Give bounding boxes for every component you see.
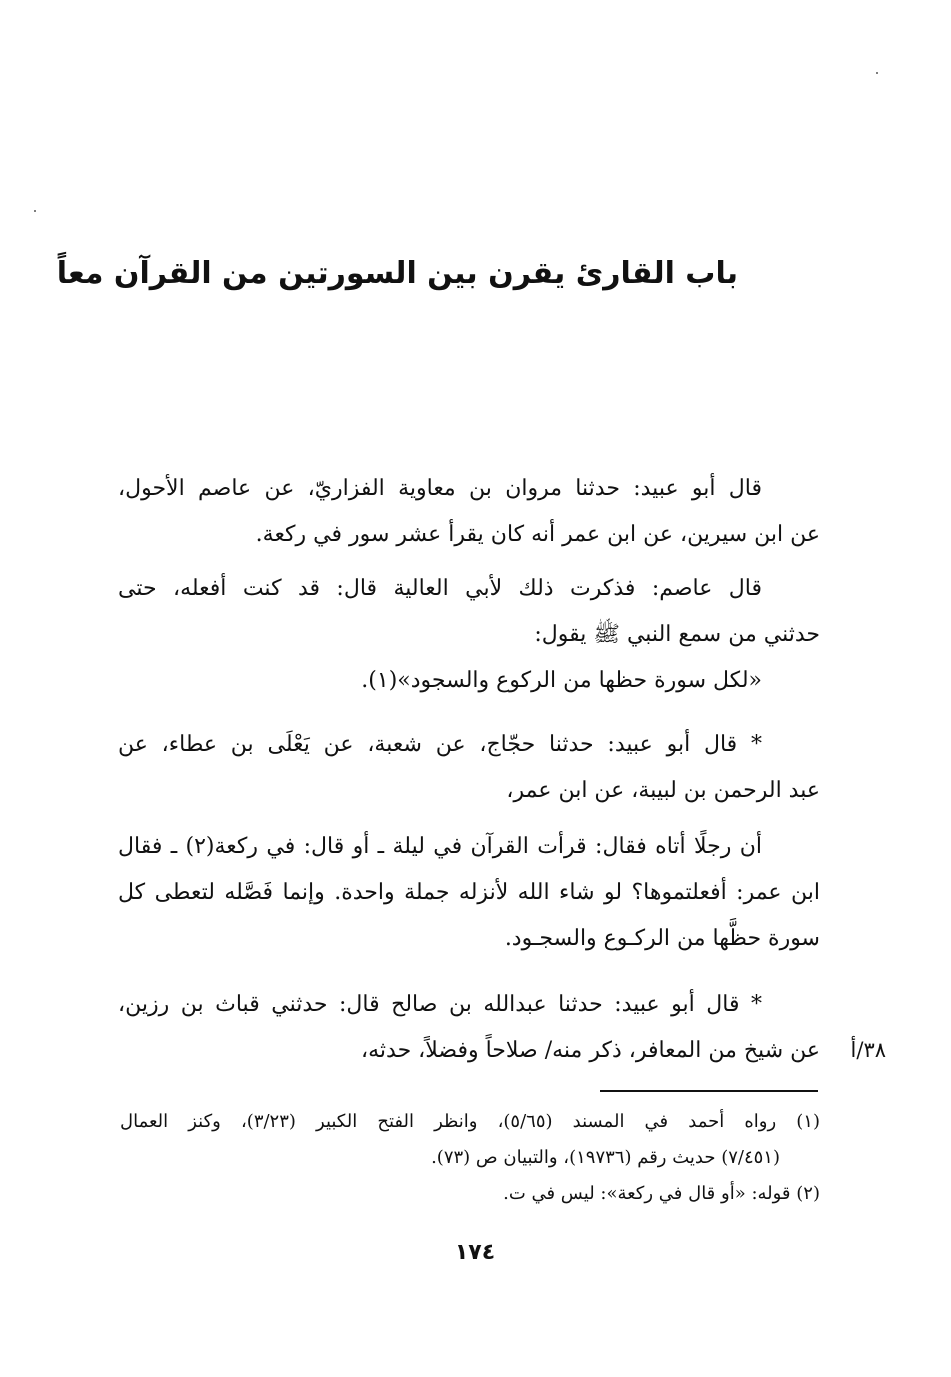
footnote-line: (٢) قوله: «أو قال في ركعة»: ليس في ت. (503, 1183, 820, 1204)
paragraph-line: قال أبو عبيد: حدثنا مروان بن معاوية الفزاريّ، عن عاصم الأحول، (118, 476, 762, 501)
footnote-line: (١) رواه أحمد في المسند (٥/٦٥)، وانظر الفتح الكبير (٣/٢٣)، وكنز العمال (120, 1111, 820, 1132)
paragraph-line: * قال أبو عبيد: حدثنا حجّاج، عن شعبة، عن يَعْلَى بن عطاء، عن (118, 732, 762, 757)
paragraph-line: عبد الرحمن بن لبيبة، عن ابن عمر، (506, 778, 820, 803)
hadith-quote (118, 658, 820, 704)
scan-speck (34, 210, 36, 212)
page-number: ١٧٤ (454, 1240, 496, 1265)
paragraph-4 (118, 722, 820, 814)
paragraph-line: * قال أبو عبيد: حدثنا عبدالله بن صالح قال: حدثني قباث بن رزين، (118, 992, 762, 1017)
paragraph-line: حدثني من سمع النبي ﷺ يقول: (534, 622, 820, 647)
manuscript-folio-reference: ٣٨/أ (850, 1038, 886, 1062)
chapter-title: باب القارئ يقرن بين السورتين من القرآن معاً (56, 256, 738, 291)
footnotes (120, 1104, 820, 1212)
paragraph-line: قال عاصم: فذكرت ذلك لأبي العالية قال: قد كنت أفعله، حتى (118, 576, 762, 601)
paragraph-line: عن شيخ من المعافر، ذكر منه/ صلاحاً وفضلاً، حدثه، (361, 1038, 820, 1063)
paragraph-line: سورة حظَّها من الركـوع والسجـود. (504, 926, 820, 951)
footnote-divider (600, 1090, 818, 1092)
paragraph-2 (118, 566, 820, 658)
footnote-line: (٧/٤٥١) حديث رقم (١٩٧٣٦)، والتبيان ص (٧٣). (431, 1147, 780, 1168)
scan-speck (876, 72, 878, 74)
paragraph-line: أن رجلًا أتاه فقال: قرأت القرآن في ليلة ـ أو قال: في ركعة(٢) ـ فقال (118, 834, 762, 859)
paragraph-line: عن ابن سيرين، عن ابن عمر أنه كان يقرأ عشر سور في ركعة. (255, 522, 820, 547)
paragraph-1 (118, 466, 820, 558)
paragraph-line: «لكل سورة حظها من الركوع والسجود»(١). (361, 668, 762, 693)
paragraph-6 (118, 982, 820, 1074)
paragraph-5 (118, 824, 820, 962)
paragraph-line: ابن عمر: أفعلتموها؟ لو شاء الله لأنزله جملة واحدة. وإنما فَصَّله لتعطى كل (118, 880, 820, 905)
